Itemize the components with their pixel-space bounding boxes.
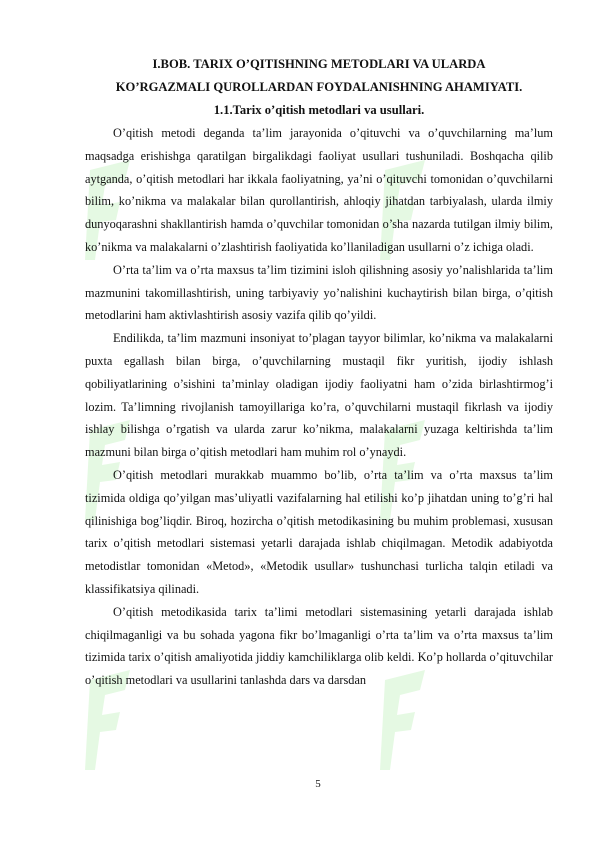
section-title: 1.1.Tarix o’qitish metodlari va usullari. bbox=[213, 103, 425, 117]
paragraph-5: O’qitish metodikasida tarix ta’limi metodlari sistemasining yetarli darajada ishlab chiqilmaganligi va bu sohada yagona fikr bo’lmaganligi o’rta ta’lim va o’rta maxsus ta’lim tizimida tarix o’qitish amaliyotida jiddiy kamchiliklarga olib keldi. Ko’p hollarda o’qituvchilar o’qitish metodlari va usullarini tanlashda dars va darsdan bbox=[85, 604, 553, 688]
chapter-title-line1: I.BOB. TARIX O’QITISHNING METODLARI VA ULARDA bbox=[152, 57, 486, 71]
paragraph-3: Endilikda, ta’lim mazmuni insoniyat to’plagan tayyor bilimlar, ko’nikma va malakalarni puxta egallash bilan birga, o’quvchilarning mustaqil fikr yuritish, ijodiy ishlash qobiliyatlarining o’sishini ta’minlay oladigan ijodiy faoliyatni ham o’zida birlashtirmog’i lozim. Ta’limning rivojlanish tamoyillariga ko’ra, o’quvchilarni mustaqil fikrlash va ijodiy ishlay bilishga o’rgatish va ularda zarur ko’nikma, malakalarni yuzaga keltirishda ta’lim mazmuni bilan birga o’qitish metodlari ham muhim rol o’ynaydi. bbox=[85, 331, 553, 460]
paragraph-4: O’qitish metodlari murakkab muammo bo’lib, o’rta ta’lim va o’rta maxsus ta’lim tizimida oldiga qo’yilgan mas’uliyatli vazifalarning hal etilishi ko’p jihatdan uning to’g’ri hal qilinishiga bog’liqdir. Biroq, hozircha o’qitish metodikasining bu muhim problemasi, xususan tarix o’qitish metodlari sistemasi yetarli darajada ishlab chiqilmagan. Metodik adabiyotda metodistlar tomonidan «Metod», «Metodik usullar» tushunchasi turlicha talqin etiladi va klassifikatsiya qilinadi. bbox=[85, 467, 553, 596]
paragraph-1: O’qitish metodi deganda ta’lim jarayonida o’qituvchi va o’quvchilarning ma’lum maqsadga erishishga qaratilgan birgalikdagi faoliyat usullari tushuniladi. Boshqacha qilib aytganda, o’qitish metodlari har ikkala faoliyatning, ya’ni o’qituvchi tomonidan o’quvchilarni bilim, ko’nikma va malakalar bilan qurollantirish, ahloqiy jihatdan tarbiyalash, ularda ilmiy dunyoqarashni shakllantirish hamda o’quvchilar tomonidan o’sha nazarda tutilgan ilmiy bilim, ko’nikma va malakalarni o’zlashtirish faoliyatida ko’llaniladigan usullarni o’z ichiga oladi. bbox=[85, 126, 553, 254]
document-page bbox=[85, 53, 553, 692]
paragraph-2: O’rta ta’lim va o’rta maxsus ta’lim tizimini isloh qilishning asosiy yo’nalishlarida ta’lim mazmunini takomillashtirish, uning tarbiyaviy yo’nalishini kuchaytirish bilan birga, o’qitish metodlarini ham aktivlashtirish asosiy vazifa qilib qo’yildi. bbox=[85, 262, 553, 323]
chapter-title-line2: KO’RGAZMALI QUROLLARDAN FOYDALANISHNING AHAMIYATI. bbox=[115, 80, 523, 94]
page-number: 5 bbox=[315, 778, 321, 790]
